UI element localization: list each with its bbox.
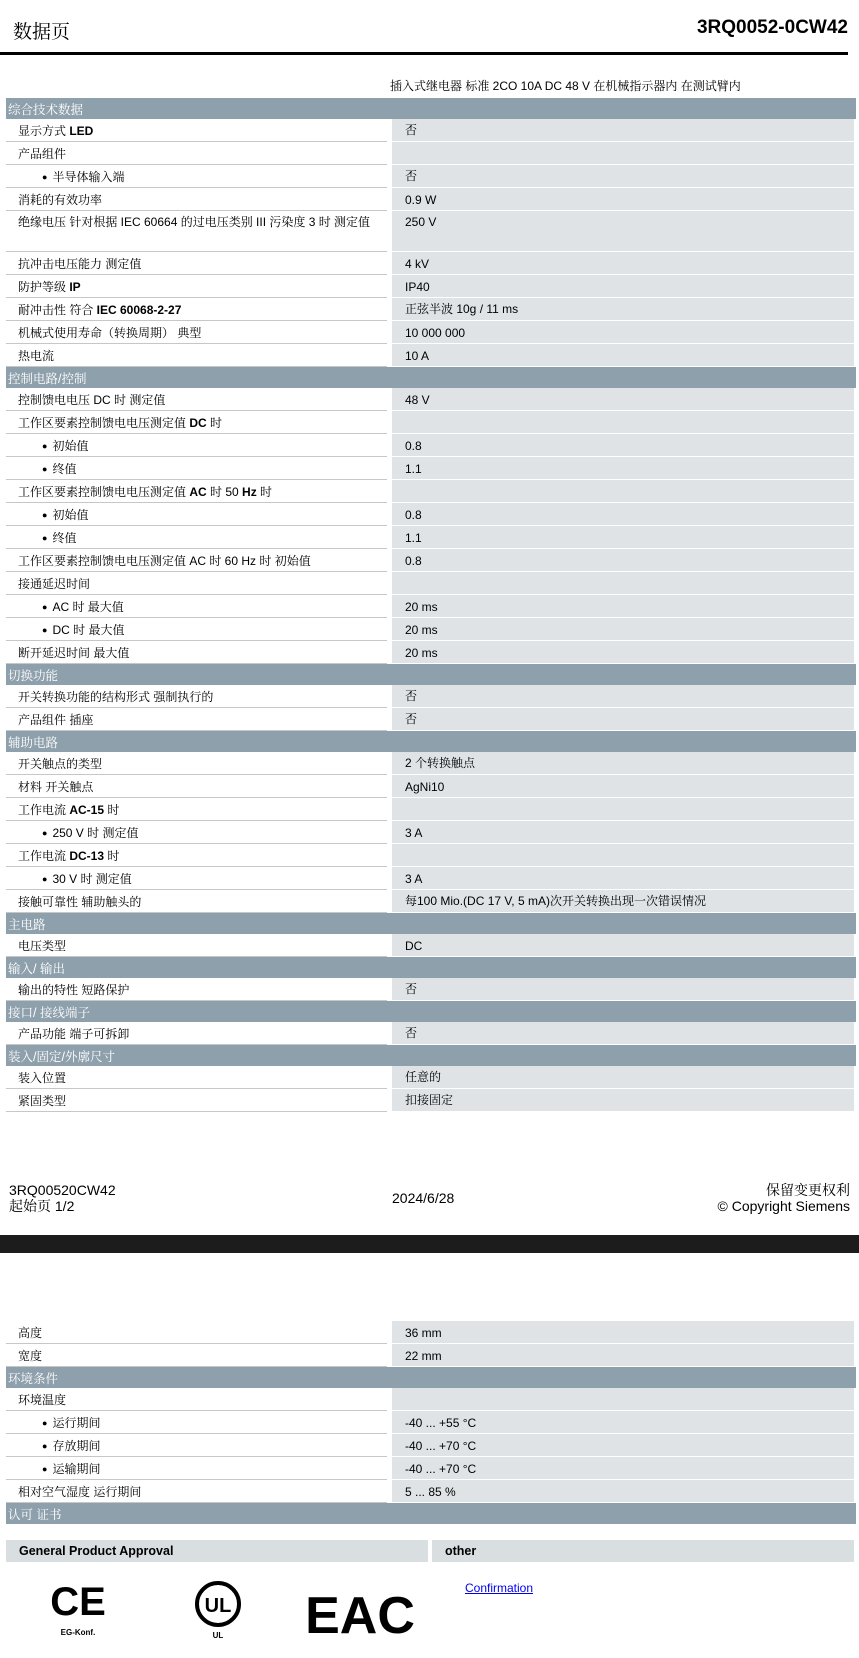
row-value bbox=[392, 844, 854, 867]
label-part: IP bbox=[69, 280, 81, 294]
table-row bbox=[6, 165, 854, 188]
section-header: 环境条件 bbox=[6, 1367, 856, 1388]
row-value: 5 ... 85 % bbox=[392, 1480, 854, 1503]
table-row bbox=[6, 119, 854, 142]
table-row bbox=[6, 211, 854, 252]
confirmation-link[interactable]: Confirmation bbox=[465, 1581, 534, 1595]
row-value: 否 bbox=[392, 165, 854, 188]
row-label bbox=[6, 1022, 387, 1045]
table-row bbox=[6, 1434, 854, 1457]
table-row bbox=[6, 934, 854, 957]
row-label bbox=[6, 1434, 387, 1457]
row-label bbox=[6, 298, 387, 321]
row-label bbox=[6, 934, 387, 957]
row-label bbox=[6, 1411, 387, 1434]
section-header: 综合技术数据 bbox=[6, 98, 856, 119]
section-header: 装入/固定/外廓尺寸 bbox=[6, 1045, 856, 1066]
table-row bbox=[6, 549, 854, 572]
label-part: 终值 bbox=[52, 462, 77, 476]
row-value: -40 ... +70 °C bbox=[392, 1434, 854, 1457]
row-value: 1.1 bbox=[392, 457, 854, 480]
row-value: 0.8 bbox=[392, 434, 854, 457]
approval-header-row bbox=[6, 1540, 854, 1562]
table-row bbox=[6, 685, 854, 708]
table-row bbox=[6, 1411, 854, 1434]
table-row bbox=[6, 821, 854, 844]
row-value: DC bbox=[392, 934, 854, 957]
table-row bbox=[6, 1022, 854, 1045]
row-label bbox=[6, 798, 387, 821]
label-part: 存放期间 bbox=[52, 1439, 101, 1453]
footer-rights: 保留变更权利 bbox=[766, 1182, 850, 1198]
label-part: 防护等级 bbox=[18, 280, 70, 294]
footer-copyright: © Copyright Siemens bbox=[717, 1198, 850, 1214]
row-label bbox=[6, 457, 387, 480]
table-row bbox=[6, 1344, 854, 1367]
label-part: 抗冲击电压能力 测定值 bbox=[18, 257, 142, 271]
table-row bbox=[6, 595, 854, 618]
row-value: 20 ms bbox=[392, 641, 854, 664]
row-value: 正弦半波 10g / 11 ms bbox=[392, 298, 854, 321]
table-row bbox=[6, 798, 854, 821]
label-part: LED bbox=[69, 124, 94, 138]
row-label bbox=[6, 775, 387, 798]
row-value: 每100 Mio.(DC 17 V, 5 mA)次开关转换出现一次错误情况 bbox=[392, 890, 854, 913]
row-label bbox=[6, 211, 387, 252]
ul-caption: UL bbox=[212, 1631, 224, 1640]
table-row bbox=[6, 344, 854, 367]
label-part: AC bbox=[189, 485, 207, 499]
footer-right bbox=[718, 1182, 850, 1214]
row-value: 0.8 bbox=[392, 503, 854, 526]
row-label bbox=[6, 344, 387, 367]
row-label bbox=[6, 503, 387, 526]
row-label bbox=[6, 890, 387, 913]
row-value: 4 kV bbox=[392, 252, 854, 275]
label-part: 时 bbox=[104, 849, 120, 863]
row-value: 22 mm bbox=[392, 1344, 854, 1367]
table-row bbox=[6, 844, 854, 867]
label-part: 工作电流 bbox=[18, 803, 70, 817]
section-header: 接口/ 接线端子 bbox=[6, 1001, 856, 1022]
table-row bbox=[6, 618, 854, 641]
row-value: 3 A bbox=[392, 867, 854, 890]
row-label bbox=[6, 434, 387, 457]
row-label bbox=[6, 321, 387, 344]
label-part: IEC 60068-2-27 bbox=[96, 303, 182, 317]
row-value: 否 bbox=[392, 685, 854, 708]
row-label bbox=[6, 595, 387, 618]
label-part: 热电流 bbox=[18, 349, 55, 363]
table-row bbox=[6, 752, 854, 775]
table-row bbox=[6, 321, 854, 344]
label-part: AC 时 最大值 bbox=[52, 600, 124, 614]
row-value: 否 bbox=[392, 1022, 854, 1045]
row-value: 任意的 bbox=[392, 1066, 854, 1089]
ul-icon bbox=[197, 1583, 239, 1640]
row-label bbox=[6, 867, 387, 890]
row-label bbox=[6, 549, 387, 572]
row-value bbox=[392, 142, 854, 165]
table-row bbox=[6, 252, 854, 275]
table-row bbox=[6, 480, 854, 503]
row-label bbox=[6, 142, 387, 165]
table-row bbox=[6, 388, 854, 411]
section-header: 输入/ 输出 bbox=[6, 957, 856, 978]
row-label bbox=[6, 978, 387, 1001]
table-row bbox=[6, 890, 854, 913]
row-value: AgNi10 bbox=[392, 775, 854, 798]
row-value: 0.8 bbox=[392, 549, 854, 572]
label-part: 初始值 bbox=[52, 508, 89, 522]
row-value: 2 个转换触点 bbox=[392, 752, 854, 775]
eac-icon bbox=[305, 1587, 415, 1645]
label-part: DC-13 bbox=[69, 849, 105, 863]
label-part: 接通延迟时间 bbox=[18, 577, 91, 591]
footer-date: 2024/6/28 bbox=[392, 1190, 455, 1206]
label-part: 宽度 bbox=[18, 1349, 43, 1363]
label-part: 接触可靠性 辅助触头的 bbox=[18, 895, 142, 909]
ce-caption: EG-Konf. bbox=[60, 1628, 96, 1637]
label-part: 时 bbox=[256, 485, 273, 499]
row-value: 10 000 000 bbox=[392, 321, 854, 344]
row-value: 1.1 bbox=[392, 526, 854, 549]
row-label bbox=[6, 388, 387, 411]
label-part: 250 V 时 测定值 bbox=[52, 826, 139, 840]
row-value: 否 bbox=[392, 708, 854, 731]
row-label bbox=[6, 1344, 387, 1367]
row-label bbox=[6, 572, 387, 595]
row-label bbox=[6, 252, 387, 275]
label-part: 产品功能 端子可拆卸 bbox=[18, 1027, 130, 1041]
row-label bbox=[6, 752, 387, 775]
row-value: 3 A bbox=[392, 821, 854, 844]
label-part: 绝缘电压 针对根据 IEC 60664 的过电压类别 III 污染度 3 时 测定值 bbox=[18, 215, 371, 229]
table-row bbox=[6, 1321, 854, 1344]
label-part: 工作电流 bbox=[18, 849, 70, 863]
label-part: 消耗的有效功率 bbox=[18, 193, 103, 207]
approval-col2: other bbox=[432, 1540, 854, 1562]
footer-page: 起始页 1/2 bbox=[9, 1198, 75, 1214]
table-row bbox=[6, 708, 854, 731]
table-row bbox=[6, 641, 854, 664]
label-part: 时 bbox=[206, 416, 223, 430]
label-part: 半导体输入端 bbox=[52, 170, 125, 184]
table-row bbox=[6, 775, 854, 798]
datasheet-table-page2 bbox=[6, 1321, 854, 1524]
table-row bbox=[6, 457, 854, 480]
product-code: 3RQ0052-0CW42 bbox=[696, 17, 848, 38]
label-part: 时 50 bbox=[206, 485, 243, 499]
label-part: 紧固类型 bbox=[18, 1094, 67, 1108]
label-part: 初始值 bbox=[52, 439, 89, 453]
product-description: 插入式继电器 标准 2CO 10A DC 48 V 在机械指示器内 在测试臂内 bbox=[390, 79, 741, 93]
table-row bbox=[6, 1089, 854, 1112]
ce-icon bbox=[50, 1580, 106, 1637]
table-row bbox=[6, 188, 854, 211]
page-separator bbox=[0, 1235, 859, 1253]
label-part: 时 bbox=[104, 803, 120, 817]
label-part: 产品组件 插座 bbox=[18, 713, 94, 727]
label-part: 装入位置 bbox=[18, 1071, 67, 1085]
label-part: 环境温度 bbox=[18, 1393, 67, 1407]
row-value: 10 A bbox=[392, 344, 854, 367]
page-title: 数据页 bbox=[13, 22, 71, 43]
ce-mark: CE bbox=[50, 1580, 106, 1624]
row-label bbox=[6, 275, 387, 298]
label-part: AC-15 bbox=[69, 803, 105, 817]
row-value bbox=[392, 411, 854, 434]
footer-left bbox=[9, 1182, 116, 1214]
row-label bbox=[6, 641, 387, 664]
eac-mark: EAC bbox=[305, 1587, 415, 1645]
table-row bbox=[6, 526, 854, 549]
label-part: 运输期间 bbox=[52, 1462, 101, 1476]
label-part: 工作区要素控制馈电电压测定值 bbox=[18, 416, 190, 430]
row-label bbox=[6, 1457, 387, 1480]
row-label bbox=[6, 165, 387, 188]
table-row bbox=[6, 1480, 854, 1503]
label-part: 控制馈电电压 DC 时 测定值 bbox=[18, 393, 166, 407]
row-value: IP40 bbox=[392, 275, 854, 298]
row-value bbox=[392, 480, 854, 503]
row-label bbox=[6, 411, 387, 434]
row-label bbox=[6, 1089, 387, 1112]
row-label bbox=[6, 1066, 387, 1089]
label-part: 产品组件 bbox=[18, 147, 67, 161]
page-header bbox=[0, 0, 848, 55]
label-part: 机械式使用寿命（转换周期） 典型 bbox=[18, 326, 202, 340]
row-value bbox=[392, 798, 854, 821]
table-row bbox=[6, 572, 854, 595]
section-header: 认可 证书 bbox=[6, 1503, 856, 1524]
row-value: 0.9 W bbox=[392, 188, 854, 211]
table-row bbox=[6, 503, 854, 526]
table-row bbox=[6, 1388, 854, 1411]
label-part: 终值 bbox=[52, 531, 77, 545]
footer-code: 3RQ00520CW42 bbox=[9, 1182, 116, 1198]
approval-col1: General Product Approval bbox=[6, 1540, 428, 1562]
table-row bbox=[6, 867, 854, 890]
row-label bbox=[6, 708, 387, 731]
table-row bbox=[6, 434, 854, 457]
row-label bbox=[6, 618, 387, 641]
row-label bbox=[6, 480, 387, 503]
row-value: 扣接固定 bbox=[392, 1089, 854, 1112]
approval-logos bbox=[0, 1575, 859, 1653]
section-header: 控制电路/控制 bbox=[6, 367, 856, 388]
label-part: 30 V 时 测定值 bbox=[52, 872, 132, 886]
label-part: DC bbox=[189, 416, 207, 430]
row-label bbox=[6, 844, 387, 867]
table-row bbox=[6, 1457, 854, 1480]
label-part: 耐冲击性 符合 bbox=[18, 303, 97, 317]
row-value: 36 mm bbox=[392, 1321, 854, 1344]
label-part: 运行期间 bbox=[52, 1416, 101, 1430]
row-value bbox=[392, 1388, 854, 1411]
label-part: 工作区要素控制馈电电压测定值 AC 时 60 Hz 时 初始值 bbox=[18, 554, 311, 568]
section-header: 切换功能 bbox=[6, 664, 856, 685]
row-label bbox=[6, 188, 387, 211]
label-part: 开关转换功能的结构形式 强制执行的 bbox=[18, 690, 214, 704]
approval-table bbox=[6, 1540, 854, 1562]
table-row bbox=[6, 142, 854, 165]
label-part: 高度 bbox=[18, 1326, 43, 1340]
label-part: 工作区要素控制馈电电压测定值 bbox=[18, 485, 190, 499]
row-label bbox=[6, 119, 387, 142]
row-value: 否 bbox=[392, 978, 854, 1001]
label-part: 相对空气湿度 运行期间 bbox=[18, 1485, 142, 1499]
row-label bbox=[6, 1480, 387, 1503]
label-part: 开关触点的类型 bbox=[18, 757, 103, 771]
section-header: 辅助电路 bbox=[6, 731, 856, 752]
label-part: DC 时 最大值 bbox=[52, 623, 125, 637]
row-label bbox=[6, 1388, 387, 1411]
row-label bbox=[6, 526, 387, 549]
label-part: 材料 开关触点 bbox=[18, 780, 94, 794]
row-label bbox=[6, 1321, 387, 1344]
row-value: -40 ... +55 °C bbox=[392, 1411, 854, 1434]
row-value: 否 bbox=[392, 119, 854, 142]
label-part: 电压类型 bbox=[18, 939, 67, 953]
row-value: 250 V bbox=[392, 211, 854, 252]
label-part: 输出的特性 短路保护 bbox=[18, 983, 130, 997]
table-row bbox=[6, 298, 854, 321]
label-part: 断开延迟时间 最大值 bbox=[18, 646, 130, 660]
table-row bbox=[6, 275, 854, 298]
table-row bbox=[6, 1066, 854, 1089]
label-part: Hz bbox=[242, 485, 257, 499]
row-value: 20 ms bbox=[392, 595, 854, 618]
ul-mark: UL bbox=[204, 1595, 232, 1617]
row-label bbox=[6, 821, 387, 844]
row-value: 20 ms bbox=[392, 618, 854, 641]
table-row bbox=[6, 978, 854, 1001]
label-part: 显示方式 bbox=[18, 124, 70, 138]
table-row bbox=[6, 411, 854, 434]
row-value: -40 ... +70 °C bbox=[392, 1457, 854, 1480]
datasheet-table-page1 bbox=[6, 98, 854, 1112]
row-value bbox=[392, 572, 854, 595]
row-label bbox=[6, 685, 387, 708]
row-value: 48 V bbox=[392, 388, 854, 411]
section-header: 主电路 bbox=[6, 913, 856, 934]
